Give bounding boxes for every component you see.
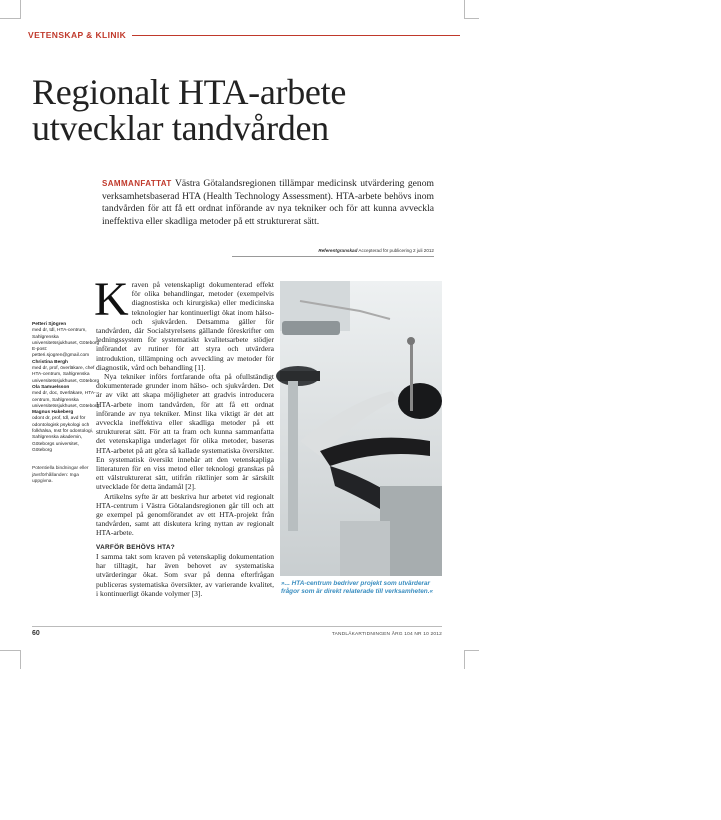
photo-credit: FOTO: COLOURBOX xyxy=(713,796,721,820)
author-block xyxy=(32,360,100,385)
summary-label: SAMMANFATTAT xyxy=(102,179,172,188)
summary-rule xyxy=(232,256,434,257)
article-summary xyxy=(102,178,434,228)
paragraph: Nya tekniker införs fortfarande ofta på ofullständigt dokumenterade grunder inom hälso- och sjukvården. Det är av vikt att skapa möjligheter att gradvis introducera HTA-arbete inom tandvården, för att få ett ordnat införande av nya tekniker. Minst lika viktigt är det att avveckla ineffektiva eller skadliga metoder på ett strukturerat sätt. För att ta fram och kunna sammanfatta det vetenskapliga underlaget för olika metoder, baseras HTA-arbetet på att göra så kallade systematiska översikter. En systematisk översikt innebär att den vetenskapliga litteraturen för en viss metod eller teknologi granskas på ett välstrukturerat sätt, utifrån riktlinjer som är särskilt utvecklade för detta ändamål [2]. xyxy=(96,372,274,492)
drop-cap: K xyxy=(94,273,129,326)
conflict-note: Potentiella bindningar eller jävsförhållanden: Inga uppgivna. xyxy=(32,466,89,484)
title-line-1: Regionalt HTA-arbete xyxy=(32,72,346,112)
title-line-2: utvecklar tandvården xyxy=(32,108,329,148)
review-label: Referentgranskad xyxy=(318,248,358,253)
author-name: Magnus Hakeberg xyxy=(32,410,74,416)
section-header xyxy=(28,28,460,42)
section-label: VETENSKAP & KLINIK xyxy=(28,30,127,40)
footer-rule xyxy=(32,626,442,627)
paragraph xyxy=(94,273,274,372)
paragraph: Artikelns syfte är att beskriva hur arbetet vid regionalt HTA-centrum i Västra Götalandsregionen går till och att ge exempel på genomförandet av ett HTA-projekt från tandvården, samt att diskutera kring nyttan av regionalt HTA-arbete. xyxy=(96,491,274,538)
author-block xyxy=(32,410,100,454)
photo-illustration xyxy=(280,281,442,576)
author-name: Ola Samuelsson xyxy=(32,384,70,390)
review-status xyxy=(216,248,434,253)
pull-quote: »... HTA-centrum bedriver projekt som utvärderar frågor som är direkt relaterade till verksamheten.« xyxy=(281,580,434,596)
article-body xyxy=(94,273,274,598)
author-block xyxy=(32,385,100,410)
author-info: med dr, tdl, HTA-centrum, Sahlgrenska universitetssjukhuset, Göteborg xyxy=(32,328,100,346)
summary-text: Västra Götalandsregionen tillämpar medicinsk utvärdering genom verksamhetsbaserad HTA (Health Technology Assessment). HTA-arbete behövs inom tandvården för att få ett ordnat införande av nya tekniker och för att kunna avveckla ineffektiva eller skadliga metoder på ett strukturerat sätt. xyxy=(102,178,434,227)
crop-mark xyxy=(464,0,479,19)
subheading: VARFÖR BEHÖVS HTA? xyxy=(96,543,176,551)
crop-mark xyxy=(0,0,21,19)
journal-footer: TANDLÄKARTIDNINGEN ÅRG 104 NR 10 2012 xyxy=(331,632,442,637)
author-block xyxy=(32,322,100,360)
crop-mark xyxy=(0,650,21,669)
article-title xyxy=(32,74,452,146)
author-info: med dr, prof, överläkare, chef HTA-centrum, Sahlgrenska universitetssjukhuset, Göteborg xyxy=(32,366,100,384)
author-name: Petteri Sjögren xyxy=(32,322,67,327)
author-info: odont dr, prof, tdl, avd för odontologisk psykologi och folkhälsa, Inst för odontologi, Sahlgrenska akademin, Göteborgs universitet, Göteborg xyxy=(32,416,94,453)
paragraph-text: raven på vetenskapligt dokumenterad effekt för olika behandlingar, metoder (exempelvis diagnostiska och kirurgiska) eller medicinska teknologier har kontinuerligt ökat inom hälso- och sjukvården. Detsamma gäller för tandvården, där Socialstyrelsens gällande föreskrifter om ledningssystem för systematiskt kvalitetsarbete stödjer införandet av rutiner för att styra och utvärdera introduktion, tillämpning och avveckling av metoder för diagnostik, vård och behandling [1]. xyxy=(96,280,274,372)
paragraph: I samma takt som kraven på vetenskaplig dokumentation har tilltagit, har även behovet av systematiska utvärderingar ökat. Som svar på denna efterfrågan publiceras systematiska översikter, av varierande kvalitet, i kontinuerligt ökande volymer [3]. xyxy=(96,551,274,598)
accepted-date: Accepterad för publicering 2 juli 2012 xyxy=(357,248,434,253)
author-info: med dr, doc, överläkare, HTA-centrum, Sahlgrenska universitetssjukhuset, Göteborg xyxy=(32,391,100,409)
author-name: Christina Bergh xyxy=(32,359,68,365)
crop-mark xyxy=(464,650,479,669)
section-divider xyxy=(132,35,460,36)
author-sidebar xyxy=(32,322,100,485)
page-number: 60 xyxy=(32,630,40,637)
author-email[interactable]: E-post: petteri.sjogren@gmail.com xyxy=(32,347,90,359)
